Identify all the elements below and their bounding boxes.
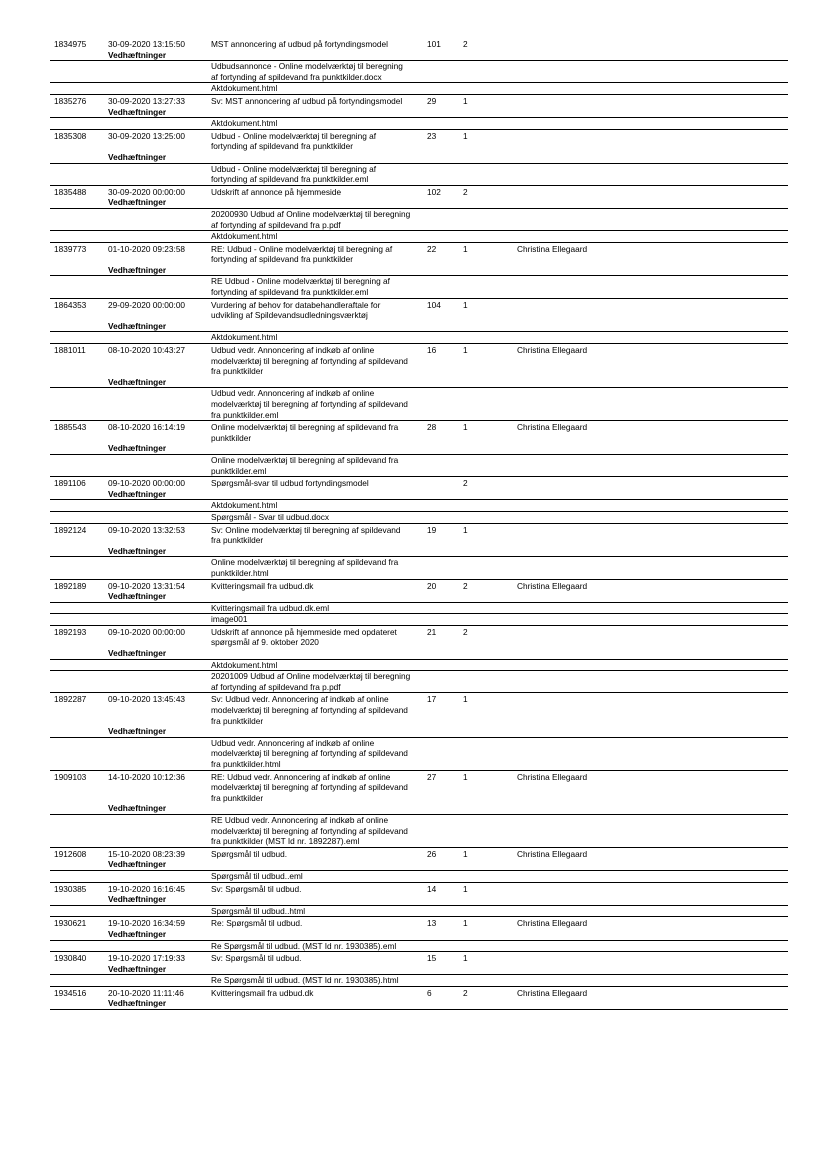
- attachments-label: Vedhæftninger: [108, 726, 167, 737]
- record-row: [50, 916, 788, 929]
- record-subject: Spørgsmål-svar til udbud fortyndingsmodel: [211, 478, 369, 489]
- record-number-2: 1: [463, 883, 468, 894]
- record-number-1: 6: [427, 987, 432, 998]
- record-date: 09-10-2020 13:32:53: [108, 524, 186, 535]
- record: [50, 916, 788, 951]
- record-number-2: 2: [463, 580, 468, 591]
- record-subject: Udskrift af annonce på hjemmeside med opdateret spørgsmål af 9. oktober 2020: [211, 626, 397, 648]
- record-id: 1892193: [54, 626, 87, 637]
- attachment-row: [50, 455, 788, 476]
- record-date: 19-10-2020 16:34:59: [108, 918, 186, 929]
- record-id: 1885543: [54, 422, 87, 433]
- record-subject: Sv: Spørgsmål til udbud.: [211, 883, 302, 894]
- document-table: [50, 38, 788, 1010]
- attachments-header-row: [50, 726, 788, 738]
- record-date: 29-09-2020 00:00:00: [108, 299, 186, 310]
- record-row: [50, 476, 788, 489]
- record-subject: Re: Spørgsmål til udbud.: [211, 918, 303, 929]
- record-number-1: 104: [427, 299, 441, 310]
- record-date: 14-10-2020 10:12:36: [108, 771, 186, 782]
- record-subject: MST annoncering af udbud på fortyndingsmodel: [211, 39, 388, 49]
- attachment-name: Spørgsmål til udbud..eml: [211, 870, 303, 881]
- attachments-header-row: [50, 197, 788, 209]
- record-number-2: 2: [463, 39, 468, 49]
- attachments-header-row: [50, 377, 788, 389]
- record-number-1: 17: [427, 694, 437, 705]
- record-row: [50, 298, 788, 321]
- record-id: 1892287: [54, 694, 87, 705]
- record-number-1: 15: [427, 953, 437, 964]
- record-number-2: 2: [463, 186, 468, 197]
- record-subject: Kvitteringsmail fra udbud.dk: [211, 580, 314, 591]
- record-subject: Sv: Udbud vedr. Annoncering af indkøb af online modelværktøj til beregning af fortynding af spildevand fra punktkilder: [211, 694, 408, 726]
- record-number-2: 1: [463, 771, 468, 782]
- attachments-header-row: [50, 107, 788, 119]
- record-number-2: 1: [463, 953, 468, 964]
- record-id: 1930385: [54, 883, 87, 894]
- attachment-name: 20200930 Udbud af Online modelværktøj til beregning af fortynding af spildevand fra p.pdf: [211, 208, 411, 230]
- attachment-row: [50, 815, 788, 847]
- record-date: 01-10-2020 09:23:58: [108, 243, 186, 254]
- attachment-name: Udbud - Online modelværktøj til beregning af fortynding af spildevand fra punktkilder.eml: [211, 163, 377, 185]
- attachments-header-row: [50, 894, 788, 906]
- attachment-name: Online modelværktøj til beregning af spildevand fra punktkilder.eml: [211, 454, 399, 476]
- attachment-name: Udbud vedr. Annoncering af indkøb af online modelværktøj til beregning af fortynding af spildevand fra punktkilder.eml: [211, 388, 408, 420]
- record: [50, 692, 788, 769]
- record: [50, 579, 788, 625]
- record: [50, 298, 788, 343]
- record-subject: Online modelværktøj til beregning af spildevand fra punktkilder: [211, 422, 399, 443]
- attachments-header-row: [50, 591, 788, 603]
- attachments-label: Vedhæftninger: [108, 803, 167, 814]
- attachments-label: Vedhæftninger: [108, 998, 167, 1009]
- record-subject: Sv: MST annoncering af udbud på fortyndingsmodel: [211, 95, 403, 106]
- record-row: [50, 242, 788, 265]
- record-row: [50, 420, 788, 443]
- attachment-row: [50, 164, 788, 185]
- attachment-row: [50, 906, 788, 917]
- record-number-1: 26: [427, 848, 437, 859]
- record-row: [50, 579, 788, 592]
- attachment-name: Aktdokument.html: [211, 332, 278, 343]
- record-person: Christina Ellegaard: [517, 987, 588, 998]
- record-subject: Spørgsmål til udbud.: [211, 848, 288, 859]
- record-subject: Vurdering af behov for databehandleraftale for udvikling af Spildevandsudledningsværktøj: [211, 299, 381, 321]
- attachments-label: Vedhæftninger: [108, 859, 167, 870]
- attachment-name: image001: [211, 614, 248, 625]
- attachments-label: Vedhæftninger: [108, 591, 167, 602]
- attachment-name: Spørgsmål til udbud..html: [211, 905, 306, 916]
- record-row: [50, 94, 788, 107]
- attachments-header-row: [50, 859, 788, 871]
- record-row: [50, 38, 788, 50]
- record-person: Christina Ellegaard: [517, 243, 588, 254]
- attachment-name: Spørgsmål - Svar til udbud.docx: [211, 511, 330, 522]
- attachment-row: [50, 511, 788, 523]
- record-person: Christina Ellegaard: [517, 345, 588, 356]
- attachments-header-row: [50, 489, 788, 501]
- attachment-row: [50, 660, 788, 671]
- record-id: 1839773: [54, 243, 87, 254]
- record-number-2: 1: [463, 524, 468, 535]
- attachment-name: Aktdokument.html: [211, 231, 278, 242]
- attachment-row: [50, 118, 788, 129]
- record-number-1: 23: [427, 130, 437, 141]
- record: [50, 129, 788, 185]
- record-id: 1930840: [54, 953, 87, 964]
- record-number-2: 1: [463, 422, 468, 433]
- record-row: [50, 129, 788, 152]
- attachment-row: [50, 871, 788, 882]
- attachment-row: [50, 332, 788, 343]
- record-person: Christina Ellegaard: [517, 918, 588, 929]
- record: [50, 38, 788, 94]
- attachment-name: 20201009 Udbud af Online modelværktøj til beregning af fortynding af spildevand fra p.pdf: [211, 671, 411, 692]
- attachment-row: [50, 82, 788, 94]
- record-id: 1881011: [54, 345, 86, 356]
- record-row: [50, 882, 788, 895]
- record-row: [50, 770, 788, 804]
- attachment-row: [50, 975, 788, 986]
- record-date: 19-10-2020 17:19:33: [108, 953, 186, 964]
- record-number-1: 16: [427, 345, 437, 356]
- record-date: 08-10-2020 16:14:19: [108, 422, 186, 433]
- attachments-header-row: [50, 929, 788, 941]
- attachments-label: Vedhæftninger: [108, 894, 167, 905]
- record-number-1: 29: [427, 95, 437, 106]
- record-row: [50, 986, 788, 999]
- record-id: 1891106: [54, 478, 86, 489]
- attachments-header-row: [50, 998, 788, 1010]
- attachment-name: Aktdokument.html: [211, 659, 278, 670]
- attachment-name: Kvitteringsmail fra udbud.dk.eml: [211, 602, 330, 613]
- attachment-row: [50, 276, 788, 297]
- record-row: [50, 847, 788, 860]
- record-subject: Udbud vedr. Annoncering af indkøb af online modelværktøj til beregning af fortynding af spildevand fra punktkilder: [211, 345, 408, 377]
- attachments-label: Vedhæftninger: [108, 264, 167, 275]
- attachments-header-row: [50, 50, 788, 62]
- record-date: 30-09-2020 13:25:00: [108, 130, 186, 141]
- record-subject: Udskrift af annonce på hjemmeside: [211, 186, 342, 197]
- attachment-row: [50, 500, 788, 511]
- record-person: Christina Ellegaard: [517, 771, 588, 782]
- record-id: 1934516: [54, 987, 87, 998]
- record: [50, 476, 788, 522]
- attachments-header-row: [50, 803, 788, 815]
- record: [50, 986, 788, 1010]
- record-number-1: 13: [427, 918, 437, 929]
- record-date: 30-09-2020 00:00:00: [108, 186, 186, 197]
- record: [50, 242, 788, 298]
- record-date: 08-10-2020 10:43:27: [108, 345, 186, 356]
- record-number-1: 27: [427, 771, 437, 782]
- record-id: 1834975: [54, 39, 87, 49]
- record: [50, 343, 788, 420]
- record-date: 20-10-2020 11:11:46: [108, 987, 184, 998]
- record-subject: Kvitteringsmail fra udbud.dk: [211, 987, 314, 998]
- record-number-2: 2: [463, 626, 468, 637]
- attachment-row: [50, 941, 788, 952]
- record: [50, 185, 788, 242]
- record-id: 1892124: [54, 524, 87, 535]
- attachment-row: [50, 230, 788, 242]
- attachment-name: Aktdokument.html: [211, 83, 278, 94]
- attachments-header-row: [50, 964, 788, 976]
- attachments-label: Vedhæftninger: [108, 928, 167, 939]
- record-date: 15-10-2020 08:23:39: [108, 848, 186, 859]
- record-number-2: 1: [463, 848, 468, 859]
- record-number-1: 19: [427, 524, 437, 535]
- record-date: 19-10-2020 16:16:45: [108, 883, 186, 894]
- attachments-header-row: [50, 321, 788, 333]
- attachment-row: [50, 603, 788, 614]
- attachments-label: Vedhæftninger: [108, 197, 167, 208]
- attachment-name: RE Udbud vedr. Annoncering af indkøb af online modelværktøj til beregning af fortynding af spildevand fra punktkilder (MST Id nr. 1892287).eml: [211, 814, 408, 847]
- attachments-header-row: [50, 546, 788, 558]
- record-id: 1912608: [54, 848, 87, 859]
- record-number-2: 1: [463, 345, 468, 356]
- record-date: 30-09-2020 13:15:50: [108, 39, 186, 49]
- record-number-2: 1: [463, 694, 468, 705]
- record-subject: Sv: Spørgsmål til udbud.: [211, 953, 302, 964]
- attachments-header-row: [50, 152, 788, 164]
- record-number-2: 1: [463, 918, 468, 929]
- record-id: 1930621: [54, 918, 87, 929]
- record: [50, 951, 788, 986]
- record-id: 1909103: [54, 771, 87, 782]
- attachment-row: [50, 738, 788, 770]
- attachment-row: [50, 670, 788, 692]
- attachment-name: Re Spørgsmål til udbud. (MST Id nr. 1930385).html: [211, 975, 399, 986]
- record: [50, 847, 788, 882]
- record-subject: Udbud - Online modelværktøj til beregning af fortynding af spildevand fra punktkilder: [211, 130, 377, 152]
- record-row: [50, 343, 788, 377]
- attachment-name: Udbudsannonce - Online modelværktøj til beregning af fortynding af spildevand fra punktkilder.docx: [211, 61, 403, 82]
- record-subject: Sv: Online modelværktøj til beregning af spildevand fra punktkilder: [211, 524, 401, 546]
- attachment-row: [50, 613, 788, 625]
- record-row: [50, 523, 788, 546]
- record-number-2: 2: [463, 987, 468, 998]
- attachment-row: [50, 388, 788, 420]
- attachment-name: Re Spørgsmål til udbud. (MST Id nr. 1930385).eml: [211, 940, 397, 951]
- record-number-2: 1: [463, 243, 468, 254]
- record-subject: RE: Udbud - Online modelværktøj til beregning af fortynding af spildevand fra punktkilder: [211, 243, 393, 265]
- attachment-row: [50, 61, 788, 82]
- record-person: Christina Ellegaard: [517, 580, 588, 591]
- record-number-1: 20: [427, 580, 437, 591]
- attachments-label: Vedhæftninger: [108, 648, 167, 659]
- record-date: 30-09-2020 13:27:33: [108, 95, 186, 106]
- record: [50, 882, 788, 917]
- record-row: [50, 185, 788, 198]
- record-person: Christina Ellegaard: [517, 422, 588, 433]
- attachments-label: Vedhæftninger: [108, 376, 167, 387]
- record-number-2: 2: [463, 478, 468, 489]
- record-number-1: 21: [427, 626, 437, 637]
- record-number-1: 101: [427, 39, 441, 49]
- record-id: 1835308: [54, 130, 87, 141]
- record-number-2: 1: [463, 299, 468, 310]
- record-id: 1835276: [54, 95, 87, 106]
- record: [50, 523, 788, 579]
- attachments-label: Vedhæftninger: [108, 49, 167, 60]
- record-number-2: 1: [463, 130, 468, 141]
- record-row: [50, 625, 788, 648]
- attachments-label: Vedhæftninger: [108, 488, 167, 499]
- record-id: 1892189: [54, 580, 87, 591]
- attachment-name: Udbud vedr. Annoncering af indkøb af online modelværktøj til beregning af fortynding af spildevand fra punktkilder.html: [211, 737, 408, 769]
- record: [50, 625, 788, 693]
- attachments-label: Vedhæftninger: [108, 545, 167, 556]
- record-number-1: 14: [427, 883, 437, 894]
- record-date: 09-10-2020 00:00:00: [108, 626, 186, 637]
- attachments-label: Vedhæftninger: [108, 963, 167, 974]
- attachment-row: [50, 209, 788, 230]
- record-date: 09-10-2020 00:00:00: [108, 478, 186, 489]
- record-id: 1835488: [54, 186, 87, 197]
- attachments-header-row: [50, 265, 788, 277]
- record-row: [50, 951, 788, 964]
- attachment-name: Aktdokument.html: [211, 500, 278, 511]
- attachment-name: RE Udbud - Online modelværktøj til beregning af fortynding af spildevand fra punktkilder.eml: [211, 276, 390, 298]
- record-date: 09-10-2020 13:45:43: [108, 694, 186, 705]
- record: [50, 420, 788, 476]
- record-number-2: 1: [463, 95, 468, 106]
- attachment-row: [50, 557, 788, 578]
- attachments-header-row: [50, 648, 788, 660]
- record-subject: RE: Udbud vedr. Annoncering af indkøb af online modelværktøj til beregning af fortynding af spildevand fra punktkilder: [211, 771, 408, 803]
- attachments-label: Vedhæftninger: [108, 320, 167, 331]
- attachments-header-row: [50, 443, 788, 455]
- record-date: 09-10-2020 13:31:54: [108, 580, 186, 591]
- attachments-label: Vedhæftninger: [108, 106, 167, 117]
- attachment-name: Online modelværktøj til beregning af spildevand fra punktkilder.html: [211, 557, 399, 578]
- attachments-label: Vedhæftninger: [108, 443, 167, 454]
- record-number-1: 102: [427, 186, 441, 197]
- attachments-label: Vedhæftninger: [108, 151, 167, 162]
- record: [50, 94, 788, 129]
- record-number-1: 28: [427, 422, 437, 433]
- attachment-name: Aktdokument.html: [211, 118, 278, 129]
- record-row: [50, 692, 788, 726]
- record-id: 1864353: [54, 299, 87, 310]
- record: [50, 770, 788, 847]
- record-person: Christina Ellegaard: [517, 848, 588, 859]
- record-number-1: 22: [427, 243, 437, 254]
